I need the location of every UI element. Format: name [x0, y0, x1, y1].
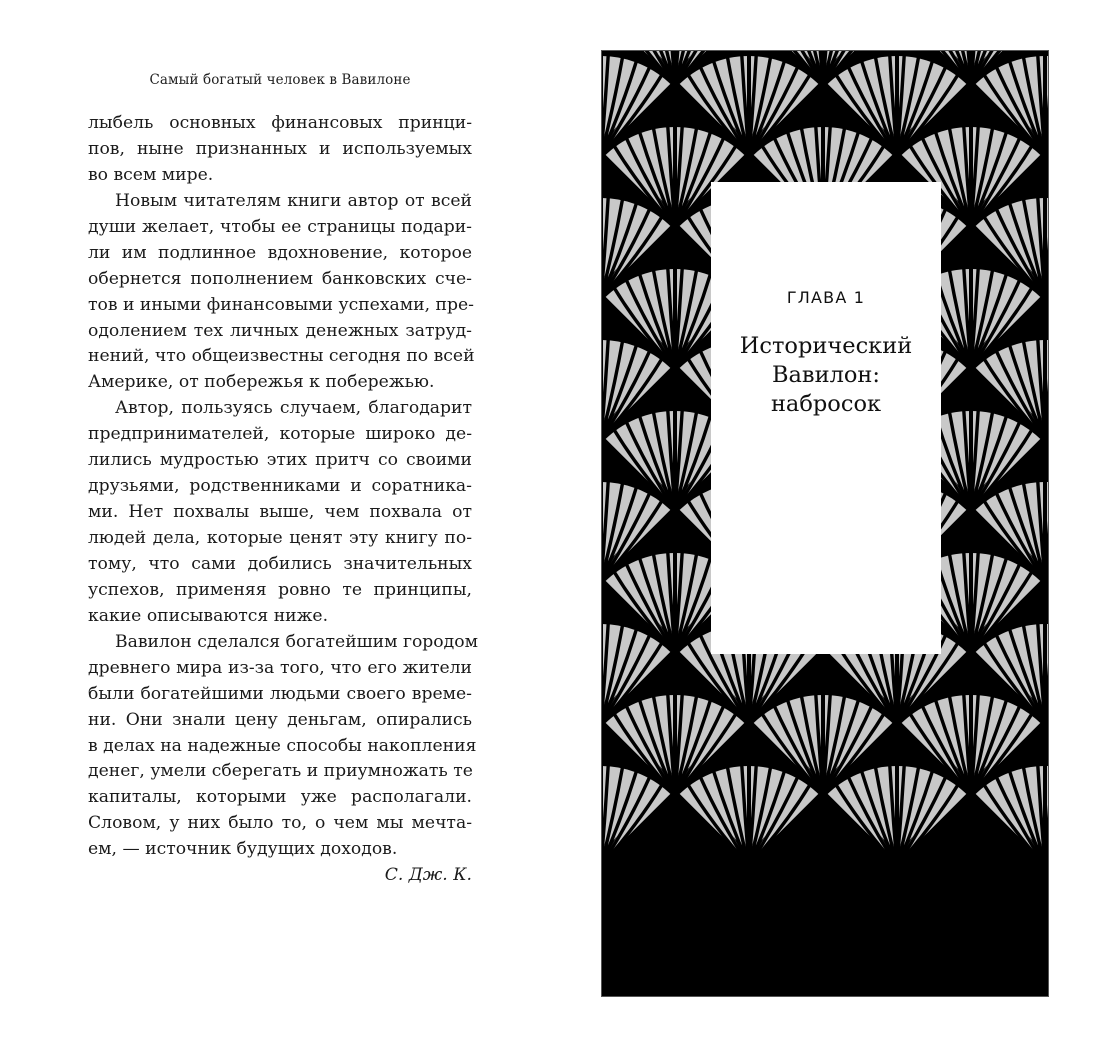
text-line: людей дела, которые ценят эту книгу по-	[88, 528, 472, 548]
text-line: друзьями, родственниками и соратника-	[88, 476, 472, 497]
chapter-title	[711, 332, 941, 419]
text-line: в делах на надежные способы накопления	[88, 735, 477, 756]
text-line: Вавилон сделался богатейшим городом	[115, 631, 478, 652]
chapter-title-line: Вавилон:	[771, 362, 881, 388]
text-line: лились мудростью этих притч со своими	[88, 450, 472, 471]
text-line: были богатейшими людьми своего време-	[88, 683, 472, 704]
author-signature: С. Дж. К.	[384, 865, 472, 886]
body-text	[88, 111, 478, 889]
text-line: денег, умели сберегать и приумножать те	[88, 761, 473, 782]
text-line: Словом, у них было то, о чем мы мечта-	[88, 813, 472, 834]
text-line: лыбель основных финансовых принци-	[88, 113, 472, 133]
text-line: нений, что общеизвестны сегодня по всей	[88, 346, 475, 367]
text-line: какие описываются ниже.	[88, 605, 329, 626]
chapter-title-box	[711, 182, 941, 654]
text-line: древнего мира из-за того, что его жители	[88, 657, 472, 678]
text-line: Америке, от побережья к побережью.	[88, 372, 435, 393]
text-line: Автор, пользуясь случаем, благодарит	[115, 398, 472, 419]
chapter-title-line: набросок	[770, 391, 882, 417]
text-line: успехов, применяя ровно те принципы,	[88, 579, 472, 600]
chapter-opener-panel	[602, 51, 1048, 996]
text-line: капиталы, которыми уже располагали.	[88, 787, 472, 808]
text-line: пов, ныне признанных и используемых	[88, 138, 472, 159]
text-line: обернется пополнением банковских сче-	[88, 268, 472, 289]
text-line: одолением тех личных денежных затруд-	[88, 320, 472, 341]
text-line: ни. Они знали цену деньгам, опирались	[88, 709, 472, 730]
text-line: во всем мире.	[88, 164, 214, 185]
text-line: предпринимателей, которые широко де-	[88, 424, 472, 445]
text-line: ми. Нет похвалы выше, чем похвала от	[88, 502, 472, 523]
text-line: тому, что сами добились значительных	[88, 553, 472, 574]
text-line: Новым читателям книги автор от всей	[115, 190, 472, 211]
chapter-title-line: Исторический	[739, 333, 913, 359]
text-line: тов и иными финансовыми успехами, пре-	[88, 294, 474, 315]
text-line: ли им подлинное вдохновение, которое	[88, 242, 472, 263]
text-line: ем, — источник будущих доходов.	[88, 839, 398, 860]
running-head: Самый богатый человек в Вавилоне	[149, 72, 411, 88]
chapter-label: ГЛАВА 1	[786, 288, 866, 307]
text-line: души желает, чтобы ее страницы подари-	[88, 216, 472, 237]
